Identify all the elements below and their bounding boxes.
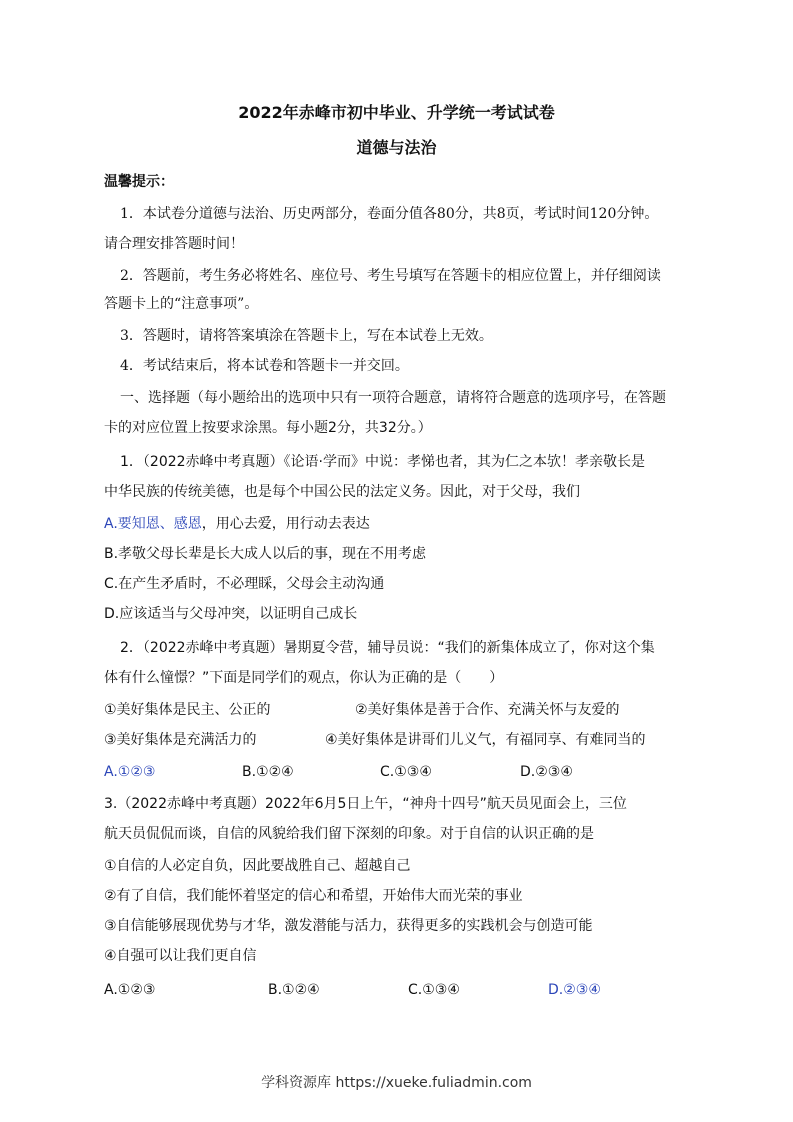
- q2-option-a: A.①②③: [104, 764, 156, 780]
- q2-statement-1: ①美好集体是民主、公正的: [104, 702, 271, 718]
- exam-title: 2022年赤峰市初中毕业、升学统一考试试卷: [238, 103, 555, 122]
- q2-statement-2: ②美好集体是善于合作、充满关怀与友爱的: [355, 702, 620, 718]
- footer-watermark: 学科资源库 https://xueke.fuliadmin.com: [261, 1075, 532, 1091]
- q1-option-a: [104, 514, 370, 534]
- q1-stem-line-1: 1．（2022赤峰中考真题）《论语·学而》中说：孝悌也者，其为仁之本欤！孝亲敬长是: [120, 454, 645, 470]
- q3-option-b: B.①②④: [268, 982, 320, 998]
- q1-option-a-highlight: A.要知恩、感恩: [104, 516, 202, 532]
- tip-3: 3．答题时，请将答案填涂在答题卡上，写在本试卷上无效。: [120, 328, 493, 344]
- section-1-instructions-line-2: 卡的对应位置上按要求涂黑。每小题2分，共32分。）: [104, 420, 432, 436]
- tip-4: 4．考试结束后，将本试卷和答题卡一并交回。: [120, 358, 409, 374]
- q3-option-a: A.①②③: [104, 982, 156, 998]
- q3-option-d: D.②③④: [548, 982, 601, 998]
- tip-2-line-1: 2．答题前，考生务必将姓名、座位号、考生号填写在答题卡的相应位置上，并仔细阅读: [120, 268, 661, 284]
- tip-1-line-2: 请合理安排答题时间！: [104, 236, 244, 252]
- q3-stem-line-1: 3.（2022赤峰中考真题）2022年6月5日上午，“神舟十四号”航天员见面会上，三位: [104, 796, 627, 812]
- q3-statement-3: ③自信能够展现优势与才华，激发潜能与活力，获得更多的实践机会与创造可能: [104, 918, 593, 934]
- q1-option-b: B.孝敬父母长辈是长大成人以后的事，现在不用考虑: [104, 546, 427, 562]
- tip-2-line-2: 答题卡上的“注意事项”。: [104, 296, 259, 312]
- q3-statement-4: ④自强可以让我们更自信: [104, 948, 257, 964]
- q1-option-c: C.在产生矛盾时，不必理睬，父母会主动沟通: [104, 576, 385, 592]
- q2-statement-3: ③美好集体是充满活力的: [104, 732, 257, 748]
- q2-stem-line-1: 2．（2022赤峰中考真题）暑期夏令营，辅导员说：“我们的新集体成立了，你对这个集: [120, 640, 655, 656]
- q3-statement-1: ①自信的人必定自负，因此要战胜自己、超越自己: [104, 858, 411, 874]
- q2-option-d: D.②③④: [520, 764, 573, 780]
- q2-statement-4: ④美好集体是讲哥们儿义气，有福同享、有难同当的: [325, 732, 646, 748]
- section-1-instructions-line-1: 一、选择题（每小题给出的选项中只有一项符合题意，请将符合题意的选项序号，在答题: [120, 390, 666, 406]
- q3-statement-2: ②有了自信，我们能怀着坚定的信心和希望，开始伟大而光荣的事业: [104, 888, 523, 904]
- q1-option-a-rest: ，用心去爱，用行动去表达: [201, 516, 370, 532]
- q2-stem-line-2: 体有什么憧憬？”下面是同学们的观点，你认为正确的是（ ）: [104, 670, 504, 686]
- tips-heading: 温馨提示：: [104, 174, 174, 190]
- q2-option-b: B.①②④: [242, 764, 294, 780]
- tip-1-line-1: 1．本试卷分道德与法治、历史两部分，卷面分值各80分，共8页，考试时间120分钟。: [120, 206, 659, 222]
- q3-stem-line-2: 航天员侃侃而谈，自信的风貌给我们留下深刻的印象。对于自信的认识正确的是: [104, 826, 594, 842]
- q1-stem-line-2: 中华民族的传统美德，也是每个中国公民的法定义务。因此，对于父母，我们: [104, 484, 580, 500]
- q2-option-c: C.①③④: [380, 764, 432, 780]
- exam-subject: 道德与法治: [356, 138, 437, 157]
- q1-option-d: D.应该适当与父母冲突，以证明自己成长: [104, 606, 358, 622]
- q3-option-c: C.①③④: [408, 982, 460, 998]
